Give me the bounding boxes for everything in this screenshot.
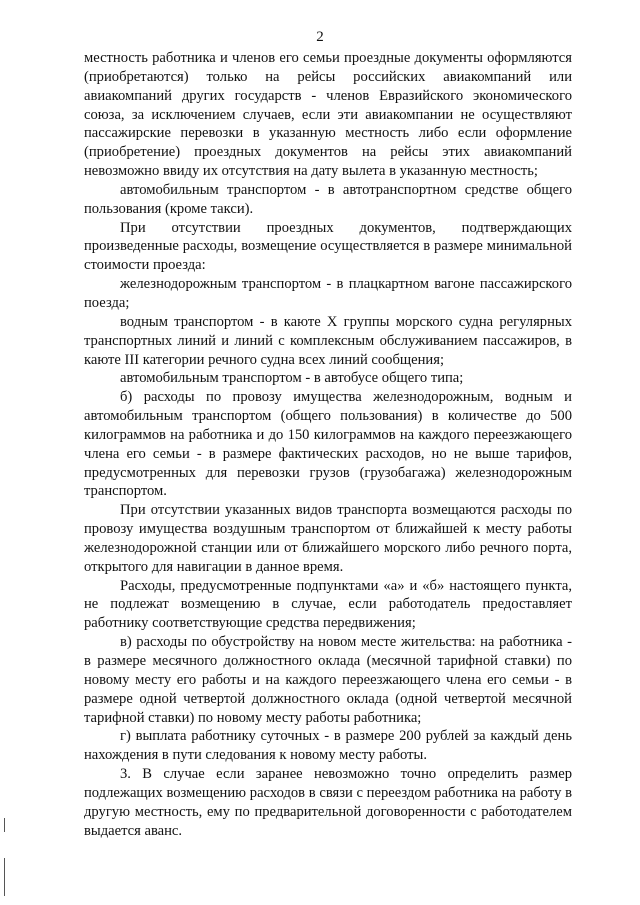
paragraph-10: в) расходы по обустройству на новом месте жительства: на работника - в размере месячного должностного оклада (месячной тарифной ставки) по новому месту его работы и на каждого переезжающего члена его семьи - в размере одной четвертой должностного оклада (одной четвертой месячной тарифной ставки) по новому месту работы работника; [84,634,572,726]
scan-margin-mark [4,858,5,896]
paragraph-11: г) выплата работнику суточных - в размере 200 рублей за каждый день нахождения в пути следования к новому месту работы. [84,728,572,764]
paragraph-9: Расходы, предусмотренные подпунктами «а» и «б» настоящего пункта, не подлежат возмещению в случае, если работодатель предоставляет работнику соответствующие средства передвижения; [84,577,572,632]
paragraph-5: водным транспортом - в каюте X группы морского судна регулярных транспортных линий и линий с комплексным обслуживанием пассажиров, в каюте III категории речного судна всех линий сообщения; [84,313,572,368]
document-body [84,49,572,840]
paragraph-3: При отсутствии проездных документов, подтверждающих произведенные расходы, возмещение осуществляется в размере минимальной стоимости проезда: [84,219,572,274]
paragraph-6: автомобильным транспортом - в автобусе общего типа; [120,370,464,387]
paragraph-4: железнодорожным транспортом - в плацкартном вагоне пассажирского поезда; [84,276,572,311]
paragraph-7: б) расходы по провозу имущества железнодорожным, водным и автомобильным транспортом (общего пользования) в количестве до 500 килограммов на работника и до 150 килограммов на каждого переезжающего члена его семьи - в размере фактических расходов, но не выше тарифов, предусмотренных для перевозки грузов (грузобагажа) железнодорожным транспортом. [84,389,572,500]
paragraph-2: автомобильным транспортом - в автотранспортном средстве общего пользования (кроме такси). [84,181,572,217]
paragraph-1: местность работника и членов его семьи проездные документы оформляются (приобретаются) только на рейсы российских авиакомпаний или авиакомпаний других государств - членов Евразийского экономического союза, за исключением случаев, если эти авиакомпании не осуществляют пассажирские перевозки в указанную местность либо если оформление (приобретение) проездных документов на рейсы этих авиакомпаний невозможно ввиду их отсутствия на дату вылета в указанную местность; [84,50,572,180]
scan-margin-mark [4,818,5,832]
paragraph-8: При отсутствии указанных видов транспорта возмещаются расходы по провозу имущества воздушным транспортом от ближайшей к месту работы железнодорожной станции или от ближайшего морского либо речного порта, открытого для навигации в данное время. [84,502,572,575]
page-number: 2 [316,29,324,45]
paragraph-12: 3. В случае если заранее невозможно точно определить размер подлежащих возмещению расходов в связи с переездом работника на работу в другую местность, ему по предварительной договоренности с работодателем выдается аванс. [84,766,572,839]
